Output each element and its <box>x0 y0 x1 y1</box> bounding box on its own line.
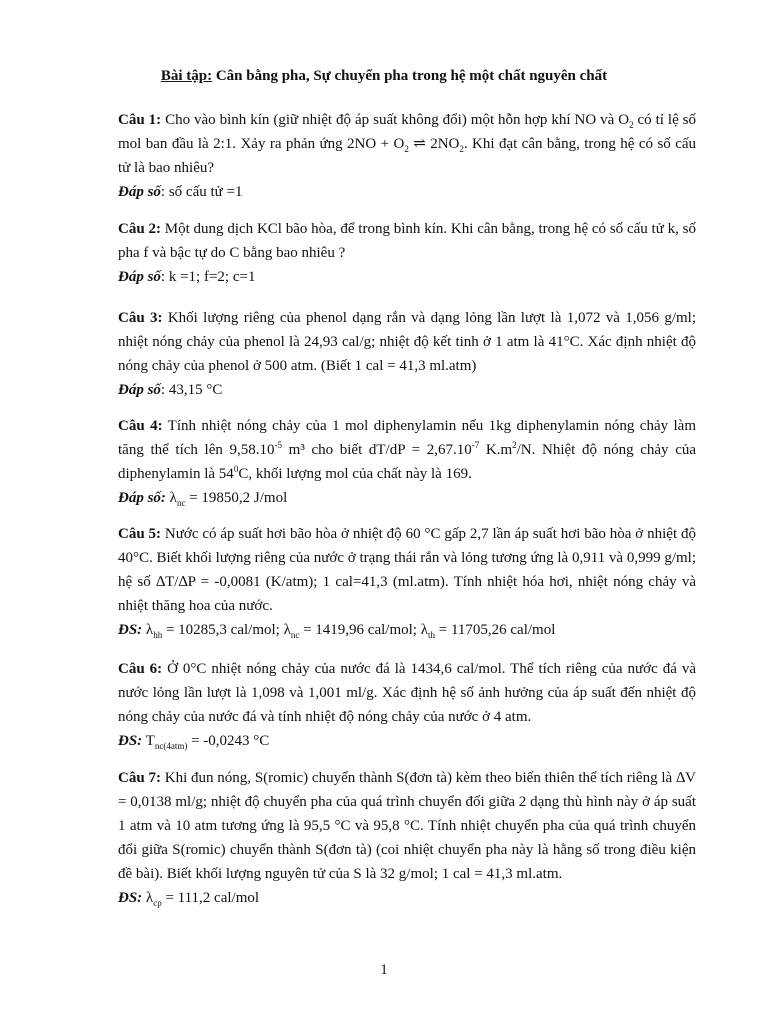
question-2-text: Câu 2: Một dung dịch KCl bão hòa, để trong bình kín. Khi cân bằng, trong hệ có số cấu tử k, số pha f và bậc tự do C bằng bao nhiêu ? <box>118 221 697 261</box>
question-6-text: Câu 6: Ở 0°C nhiệt nóng chảy của nước đá là 1434,6 cal/mol. Thể tích riêng của nước đá và nước lỏng lần lượt là 1,098 và 1,001 ml/g. Xác định hệ số ảnh hưởng của áp suất đến nhiệt độ nóng chảy của nước đá và tính nhiệt độ nóng chảy của nước ở 4 atm. <box>118 661 696 725</box>
question-3-answer: Đáp số: 43,15 °C <box>118 382 223 398</box>
question-2-answer: Đáp số: k =1; f=2; c=1 <box>118 269 256 285</box>
question-1 <box>118 108 696 204</box>
question-7 <box>118 766 696 910</box>
question-3 <box>118 306 696 402</box>
question-5-text: Câu 5: Nước có áp suất hơi bão hòa ở nhiệt độ 60 °C gấp 2,7 lần áp suất hơi bão hòa ở nhiệt độ 40°C. Biết khối lượng riêng của nước ở trạng thái rắn và lỏng tương ứng là 0,911 và 0,999 g/ml; hệ số ∆T/∆P = -0,0081 (K/atm); 1 cal=41,3 (ml.atm). Tính nhiệt hóa hơi, nhiệt nóng chảy và nhiệt thăng hoa của nước. <box>118 526 696 614</box>
question-1-label: Câu 1: <box>118 112 162 128</box>
question-7-answer: ĐS: $\lambda_{cp} = 111,2$ cal/mol <box>118 890 260 908</box>
question-4-answer: Đáp số: $\lambda_{nc} = 19850,2$ J/mol <box>118 490 288 508</box>
answer-label: ĐS: <box>118 622 143 638</box>
question-4-text: Câu 4: Tính nhiệt nóng chảy của 1 mol diphenylamin nếu 1kg diphenylamin nóng chảy làm tăng thể tích lên $9,58.10^{-5}$ m³ cho biết $dT/dP = 2,67.10^{-7}$ $K.m^2/N$. Nhiệt độ nóng chảy của diphenylamin là $54^0C$, khối lượng mol của chất này là 169. <box>118 418 697 482</box>
question-3-label: Câu 3: <box>118 310 163 326</box>
question-3-text: Câu 3: Khối lượng riêng của phenol dạng rắn và dạng lỏng lần lượt là 1,072 và 1,056 g/ml; nhiệt nóng chảy của phenol là 24,93 cal/g; nhiệt độ kết tinh ở 1 atm là 41°C. Xác định nhiệt độ nóng chảy của phenol ở 500 atm. (Biết 1 cal = 41,3 ml.atm) <box>118 310 697 374</box>
question-2 <box>118 217 696 289</box>
question-6-label: Câu 6: <box>118 661 163 677</box>
question-5-answer: ĐS: $\lambda_{hh} = 10285,3$ cal/mol; $\lambda_{nc} = 1419,96$ cal/mol; $\lambda_{th} = 11705,26$ cal/mol <box>118 622 556 640</box>
question-1-answer: Đáp số: số cấu tử =1 <box>118 184 243 200</box>
question-4-label: Câu 4: <box>118 418 163 434</box>
question-6 <box>118 657 696 753</box>
answer-label: ĐS: <box>118 733 143 749</box>
answer-label: Đáp số: <box>118 490 166 506</box>
answer-label: ĐS: <box>118 890 143 906</box>
question-6-answer: ĐS: $T_{nc(4atm)} = -0,0243$ °C <box>118 733 270 751</box>
question-1-text: Câu 1: Cho vào bình kín (giữ nhiệt độ áp suất không đổi) một hỗn hợp khí NO và $O_2$ có tỉ lệ số mol ban đầu là 2:1. Xảy ra phản ứng $2NO + O_2$ ⇌ $2NO_2$. Khi đạt cân bằng, trong hệ có số cấu tử là bao nhiêu? <box>118 112 697 176</box>
question-4 <box>118 414 696 510</box>
title-text: Cân bằng pha, Sự chuyển pha trong hệ một chất nguyên chất <box>212 68 608 84</box>
page-title <box>0 66 768 86</box>
question-2-label: Câu 2: <box>118 221 161 237</box>
answer-label: Đáp số <box>118 269 161 285</box>
page-number: 1 <box>380 962 388 978</box>
question-5 <box>118 522 696 642</box>
answer-label: Đáp số <box>118 382 161 398</box>
answer-label: Đáp số <box>118 184 161 200</box>
question-5-label: Câu 5: <box>118 526 162 542</box>
question-7-label: Câu 7: <box>118 770 161 786</box>
title-prefix: Bài tập: <box>160 68 213 84</box>
question-7-text: Câu 7: Khi đun nóng, S(romic) chuyển thành S(đơn tà) kèm theo biến thiên thể tích riêng là ∆V = 0,0138 ml/g; nhiệt độ chuyển pha của quá trình chuyển đổi giữa 2 dạng thù hình này ở áp suất 1 atm và 10 atm tương ứng là 95,5 °C và 95,8 °C. Tính nhiệt chuyển pha của quá trình chuyển đổi giữa S(romic) chuyển thành S(đơn tà) (coi nhiệt chuyển pha này là hằng số trong điều kiện đề bài). Biết khối lượng nguyên tử của S là 32 g/mol; 1 cal = 41,3 ml.atm. <box>118 770 696 882</box>
